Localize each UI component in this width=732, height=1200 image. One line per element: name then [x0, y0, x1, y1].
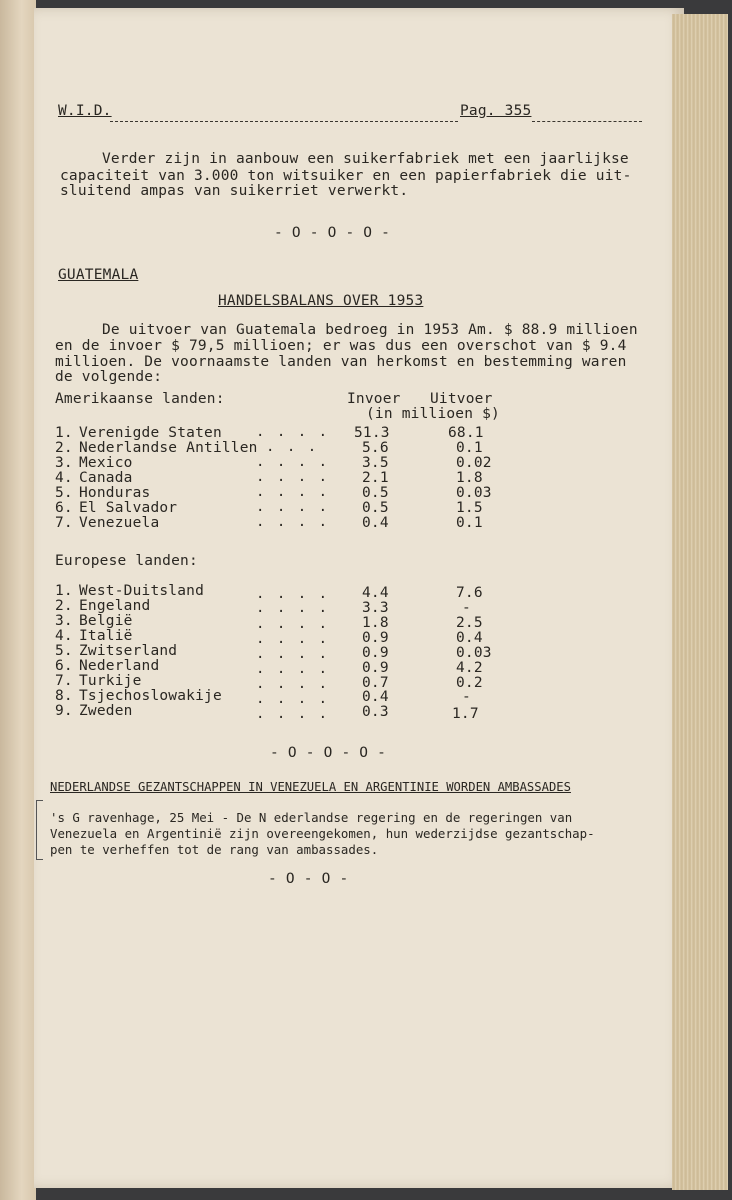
- row-invoer: 1.8: [362, 615, 389, 631]
- american-heading: Amerikaanse landen:: [55, 391, 225, 407]
- row-invoer: 0.9: [362, 660, 389, 676]
- row-uitvoer: 7.6: [456, 585, 483, 601]
- row-uitvoer: -: [462, 600, 471, 616]
- para-line-3: millioen. De voornaamste landen van herkomst en bestemming waren: [55, 354, 627, 370]
- row-num: 6.: [55, 500, 73, 516]
- row-country: België: [79, 613, 133, 629]
- row-uitvoer: 0.03: [456, 485, 492, 501]
- leader-dots: . . . .: [256, 424, 330, 440]
- row-num: 8.: [55, 688, 73, 704]
- row-uitvoer: 0.2: [456, 675, 483, 691]
- news-line-2: Venezuela en Argentinië zijn overeengekomen, hun wederzijdse gezantschap-: [50, 826, 595, 841]
- row-country: Tsjechoslowakije: [79, 688, 222, 704]
- left-page-strip: [0, 0, 36, 1200]
- page-stack-edge: [672, 14, 728, 1190]
- leader-dots: . . . .: [256, 484, 330, 500]
- row-invoer: 3.5: [362, 455, 389, 471]
- row-country: Venezuela: [79, 515, 160, 531]
- leader-dots: . . . .: [256, 676, 330, 692]
- row-num: 3.: [55, 613, 73, 629]
- european-heading: Europese landen:: [55, 553, 198, 569]
- news-line-1: 's G ravenhage, 25 Mei - De N ederlandse regering en de regeringen van: [50, 810, 573, 825]
- leader-dots: . . . .: [256, 586, 330, 602]
- header-rule-left: [110, 121, 458, 122]
- row-country: Engeland: [79, 598, 151, 614]
- section-title: HANDELSBALANS OVER 1953: [218, 293, 424, 309]
- row-uitvoer: 0.4: [456, 630, 483, 646]
- para-line-4: de volgende:: [55, 369, 163, 385]
- leader-dots: . . . .: [256, 646, 330, 662]
- leader-dots: . . . .: [256, 616, 330, 632]
- row-country: Zweden: [79, 703, 133, 719]
- row-num: 5.: [55, 485, 73, 501]
- page-number: Pag. 355: [460, 103, 532, 119]
- intro-line-2: capaciteit van 3.000 ton witsuiker en een papierfabriek die uit-: [60, 168, 632, 184]
- row-num: 7.: [55, 515, 73, 531]
- intro-line-1: Verder zijn in aanbouw een suikerfabriek met een jaarlijkse: [102, 151, 629, 167]
- row-invoer: 0.4: [362, 515, 389, 531]
- col-invoer: Invoer: [347, 391, 401, 407]
- row-uitvoer: 68.1: [448, 425, 484, 441]
- row-invoer: 2.1: [362, 470, 389, 486]
- row-invoer: 51.3: [354, 425, 390, 441]
- row-num: 9.: [55, 703, 73, 719]
- header-rule-right: [532, 121, 642, 122]
- row-invoer: 0.7: [362, 675, 389, 691]
- row-uitvoer: 1.5: [456, 500, 483, 516]
- row-uitvoer: 0.02: [456, 455, 492, 471]
- separator: - O - O - O -: [274, 225, 391, 241]
- leader-dots: . . . .: [256, 706, 330, 722]
- row-invoer: 3.3: [362, 600, 389, 616]
- leader-dots: . . .: [266, 439, 319, 455]
- row-num: 5.: [55, 643, 73, 659]
- row-uitvoer: 2.5: [456, 615, 483, 631]
- col-uitvoer: Uitvoer: [430, 391, 493, 407]
- row-invoer: 4.4: [362, 585, 389, 601]
- row-num: 6.: [55, 658, 73, 674]
- row-country: Honduras: [79, 485, 151, 501]
- row-uitvoer: 0.1: [456, 515, 483, 531]
- leader-dots: . . . .: [256, 454, 330, 470]
- leader-dots: . . . .: [256, 691, 330, 707]
- row-uitvoer: 0.03: [456, 645, 492, 661]
- row-country: El Salvador: [79, 500, 178, 516]
- leader-dots: . . . .: [256, 514, 330, 530]
- leader-dots: . . . .: [256, 469, 330, 485]
- row-num: 2.: [55, 440, 73, 456]
- news-line-3: pen te verheffen tot de rang van ambassades.: [50, 842, 379, 857]
- row-invoer: 0.4: [362, 689, 389, 705]
- row-num: 1.: [55, 425, 73, 441]
- row-num: 4.: [55, 628, 73, 644]
- separator: - O - O - O -: [270, 745, 387, 761]
- separator: - O - O -: [268, 871, 349, 887]
- news-title: NEDERLANDSE GEZANTSCHAPPEN IN VENEZUELA EN ARGENTINIE WORDEN AMBASSADES: [50, 780, 571, 794]
- row-num: 3.: [55, 455, 73, 471]
- header-left: W.I.D.: [58, 103, 112, 119]
- row-country: Turkije: [79, 673, 142, 689]
- leader-dots: . . . .: [256, 600, 330, 616]
- row-uitvoer: 1.7: [452, 706, 479, 722]
- para-line-1: De uitvoer van Guatemala bedroeg in 1953 Am. $ 88.9 millioen: [102, 322, 638, 338]
- row-invoer: 5.6: [362, 440, 389, 456]
- leader-dots: . . . .: [256, 499, 330, 515]
- row-num: 1.: [55, 583, 73, 599]
- row-invoer: 0.9: [362, 645, 389, 661]
- para-line-2: en de invoer $ 79,5 millioen; er was dus een overschot van $ 9.4: [55, 338, 627, 354]
- row-invoer: 0.5: [362, 485, 389, 501]
- row-country: Mexico: [79, 455, 133, 471]
- row-uitvoer: 4.2: [456, 660, 483, 676]
- intro-line-3: sluitend ampas van suikerriet verwerkt.: [60, 183, 409, 199]
- col-unit: (in millioen $): [366, 406, 500, 422]
- row-country: Verenigde Staten: [79, 425, 222, 441]
- row-country: Nederland: [79, 658, 160, 674]
- row-country: West-Duitsland: [79, 583, 205, 599]
- row-invoer: 0.9: [362, 630, 389, 646]
- row-country: Zwitserland: [79, 643, 178, 659]
- row-uitvoer: -: [462, 689, 471, 705]
- row-num: 2.: [55, 598, 73, 614]
- section-country: GUATEMALA: [58, 267, 139, 283]
- leader-dots: . . . .: [256, 661, 330, 677]
- row-num: 4.: [55, 470, 73, 486]
- row-invoer: 0.5: [362, 500, 389, 516]
- row-country: Nederlandse Antillen: [79, 440, 258, 456]
- leader-dots: . . . .: [256, 631, 330, 647]
- row-invoer: 0.3: [362, 704, 389, 720]
- row-country: Canada: [79, 470, 133, 486]
- margin-bracket: [36, 800, 43, 860]
- row-uitvoer: 1.8: [456, 470, 483, 486]
- row-country: Italië: [79, 628, 133, 644]
- row-uitvoer: 0.1: [456, 440, 483, 456]
- row-num: 7.: [55, 673, 73, 689]
